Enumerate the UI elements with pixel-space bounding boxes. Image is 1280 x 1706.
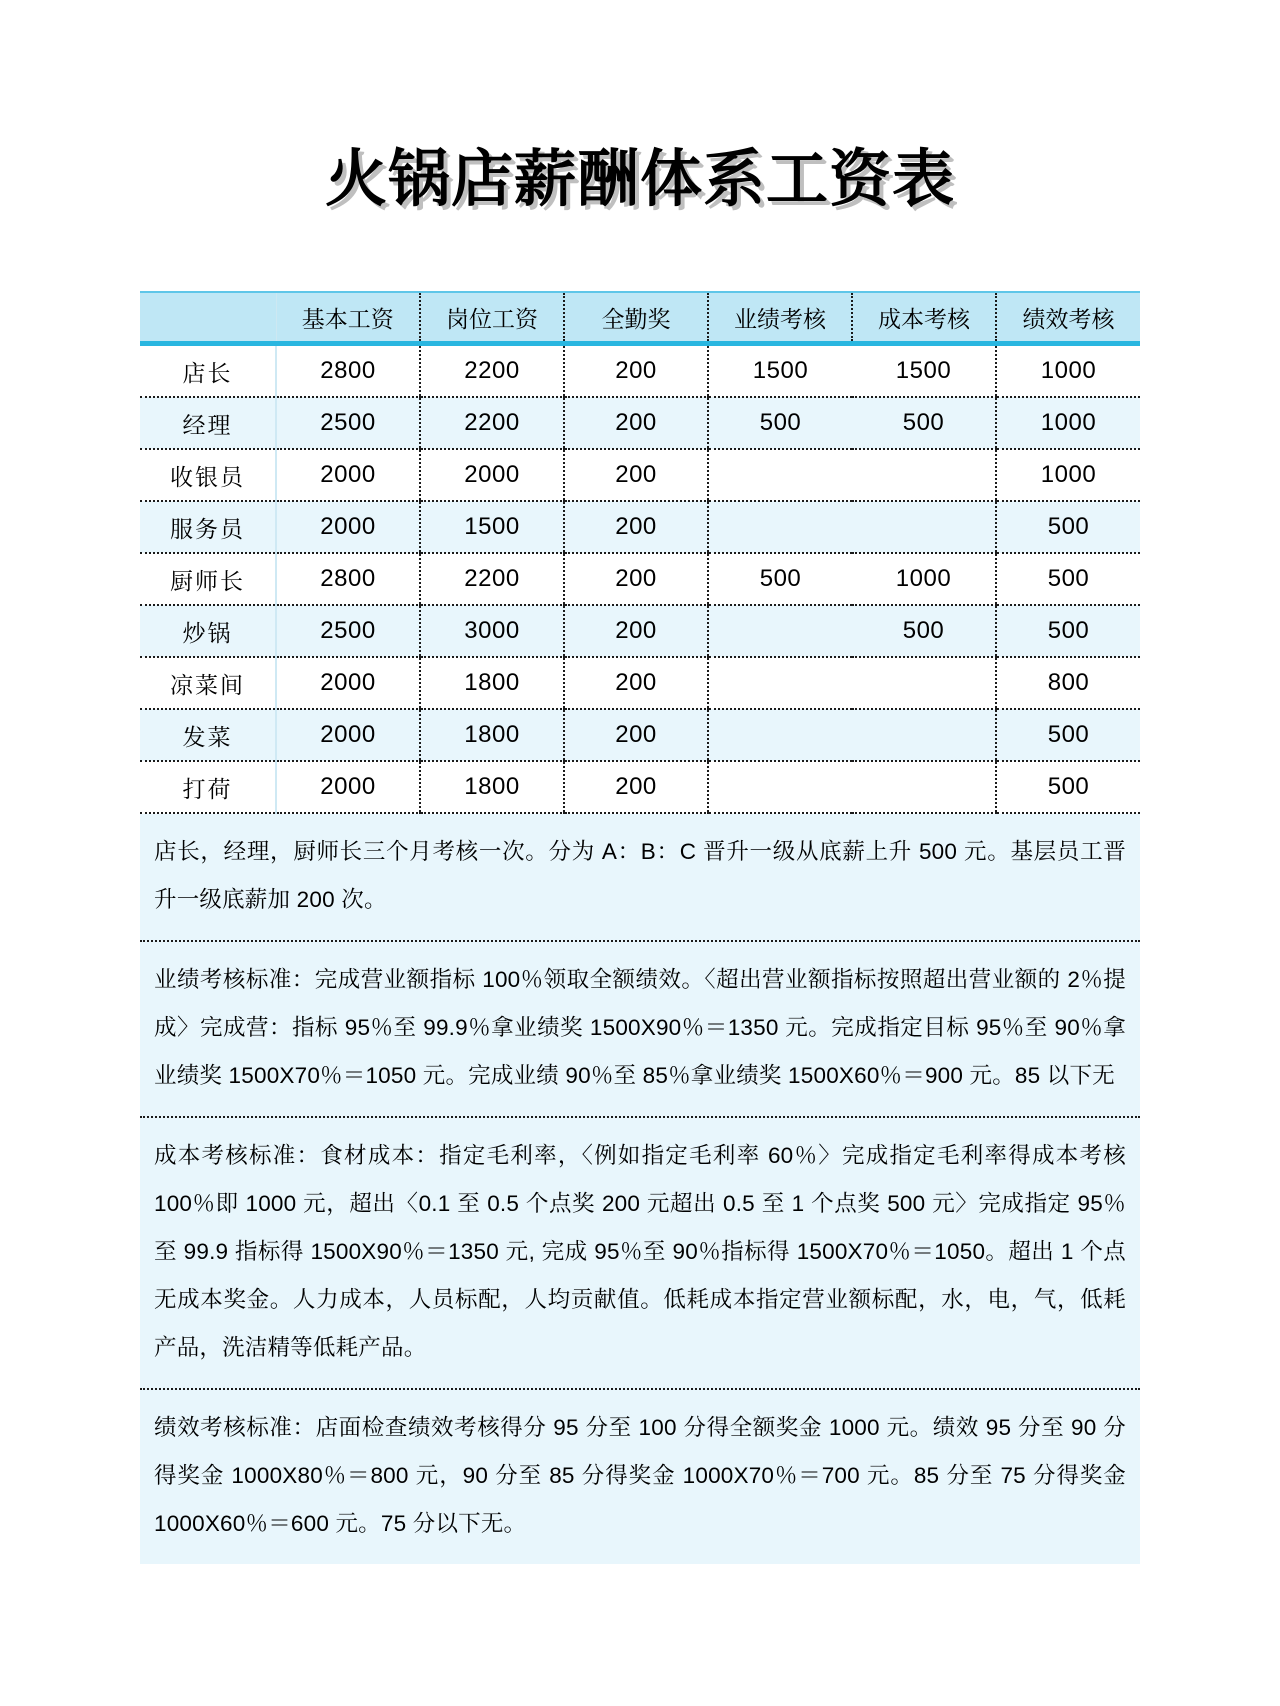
row-label: 店长	[140, 344, 276, 398]
cell-cost-kpi: 500	[852, 605, 996, 657]
cell-attendance-bonus: 200	[564, 761, 708, 813]
cell-revenue-kpi	[708, 657, 852, 709]
cell-revenue-kpi: 500	[708, 397, 852, 449]
cell-base-salary: 2000	[276, 761, 420, 813]
row-label: 打荷	[140, 761, 276, 813]
column-header-revenue-kpi: 业绩考核	[708, 292, 852, 344]
row-label: 炒锅	[140, 605, 276, 657]
cell-cost-kpi: 1000	[852, 553, 996, 605]
cell-performance-kpi: 500	[996, 605, 1140, 657]
row-label: 凉菜间	[140, 657, 276, 709]
table-row	[140, 449, 1140, 501]
cell-performance-kpi: 1000	[996, 449, 1140, 501]
cell-attendance-bonus: 200	[564, 553, 708, 605]
table-row	[140, 553, 1140, 605]
table-row	[140, 709, 1140, 761]
cell-cost-kpi	[852, 501, 996, 553]
cell-cost-kpi	[852, 709, 996, 761]
salary-table-container	[140, 291, 1140, 814]
cell-revenue-kpi	[708, 709, 852, 761]
table-row	[140, 761, 1140, 813]
cell-revenue-kpi	[708, 449, 852, 501]
cell-attendance-bonus: 200	[564, 709, 708, 761]
cell-post-salary: 2200	[420, 397, 564, 449]
row-label: 服务员	[140, 501, 276, 553]
cell-post-salary: 2200	[420, 553, 564, 605]
table-row	[140, 344, 1140, 398]
cell-performance-kpi: 1000	[996, 397, 1140, 449]
table-row	[140, 501, 1140, 553]
note-cost-standard: 成本考核标准：食材成本：指定毛利率，〈例如指定毛利率 60％〉完成指定毛利率得成本考核 100％即 1000 元，超出〈0.1 至 0.5 个点奖 200 元超出 0.5 至 1 个点奖 500 元〉完成指定 95％至 99.9 指标得 1500X90％＝1350 元, 完成 95％至 90％指标得 1500X70％＝1050。超出 1 个点无成本奖金。人力成本，人员标配，人均贡献值。低耗成本指定营业额标配，水，电，气，低耗产品，洗洁精等低耗产品。	[140, 1118, 1140, 1390]
table-header	[140, 292, 1140, 344]
salary-table	[140, 291, 1140, 814]
cell-post-salary: 1500	[420, 501, 564, 553]
cell-performance-kpi: 500	[996, 709, 1140, 761]
cell-post-salary: 1800	[420, 709, 564, 761]
cell-attendance-bonus: 200	[564, 605, 708, 657]
cell-post-salary: 1800	[420, 761, 564, 813]
note-performance-revenue-standard: 业绩考核标准：完成营业额指标 100％领取全额绩效。〈超出营业额指标按照超出营业额的 2％提成〉完成营：指标 95％至 99.9％拿业绩奖 1500X90％＝1350 元。完成指定目标 95％至 90％拿业绩奖 1500X70％＝1050 元。完成业绩 90％至 85％拿业绩奖 1500X60％＝900 元。85 以下无	[140, 942, 1140, 1118]
column-header-attendance-bonus: 全勤奖	[564, 292, 708, 344]
row-label: 经理	[140, 397, 276, 449]
cell-cost-kpi	[852, 761, 996, 813]
cell-post-salary: 2000	[420, 449, 564, 501]
table-body	[140, 344, 1140, 814]
cell-cost-kpi	[852, 657, 996, 709]
table-row	[140, 605, 1140, 657]
cell-cost-kpi: 500	[852, 397, 996, 449]
cell-post-salary: 3000	[420, 605, 564, 657]
row-label: 厨师长	[140, 553, 276, 605]
row-label: 发菜	[140, 709, 276, 761]
cell-base-salary: 2000	[276, 657, 420, 709]
title-container	[0, 0, 1280, 252]
table-header-row	[140, 292, 1140, 344]
cell-performance-kpi: 1000	[996, 344, 1140, 398]
cell-attendance-bonus: 200	[564, 501, 708, 553]
cell-base-salary: 2500	[276, 605, 420, 657]
cell-post-salary: 2200	[420, 344, 564, 398]
column-header-cost-kpi: 成本考核	[852, 292, 996, 344]
cell-revenue-kpi	[708, 761, 852, 813]
cell-revenue-kpi	[708, 605, 852, 657]
cell-revenue-kpi: 500	[708, 553, 852, 605]
note-kpi-standard: 绩效考核标准：店面检查绩效考核得分 95 分至 100 分得全额奖金 1000 元。绩效 95 分至 90 分得奖金 1000X80％＝800 元，90 分至 85 分得奖金 1000X70％＝700 元。85 分至 75 分得奖金 1000X60％＝600 元。75 分以下无。	[140, 1390, 1140, 1564]
column-header-base-salary: 基本工资	[276, 292, 420, 344]
table-row	[140, 397, 1140, 449]
cell-base-salary: 2800	[276, 344, 420, 398]
cell-performance-kpi: 800	[996, 657, 1140, 709]
table-corner-header	[140, 292, 276, 344]
cell-performance-kpi: 500	[996, 501, 1140, 553]
cell-performance-kpi: 500	[996, 553, 1140, 605]
cell-revenue-kpi: 1500	[708, 344, 852, 398]
table-row	[140, 657, 1140, 709]
cell-performance-kpi: 500	[996, 761, 1140, 813]
column-header-performance-kpi: 绩效考核	[996, 292, 1140, 344]
note-promotion-rule: 店长，经理，厨师长三个月考核一次。分为 A：B：C 晋升一级从底薪上升 500 元。基层员工晋升一级底薪加 200 次。	[140, 814, 1140, 942]
cell-revenue-kpi	[708, 501, 852, 553]
cell-cost-kpi: 1500	[852, 344, 996, 398]
cell-base-salary: 2000	[276, 501, 420, 553]
cell-attendance-bonus: 200	[564, 344, 708, 398]
cell-base-salary: 2800	[276, 553, 420, 605]
row-label: 收银员	[140, 449, 276, 501]
column-header-post-salary: 岗位工资	[420, 292, 564, 344]
cell-cost-kpi	[852, 449, 996, 501]
cell-attendance-bonus: 200	[564, 449, 708, 501]
cell-post-salary: 1800	[420, 657, 564, 709]
cell-base-salary: 2500	[276, 397, 420, 449]
page-title: 火锅店薪酬体系工资表	[324, 141, 955, 215]
cell-attendance-bonus: 200	[564, 657, 708, 709]
cell-base-salary: 2000	[276, 449, 420, 501]
cell-base-salary: 2000	[276, 709, 420, 761]
notes-container	[140, 814, 1140, 1564]
cell-attendance-bonus: 200	[564, 397, 708, 449]
